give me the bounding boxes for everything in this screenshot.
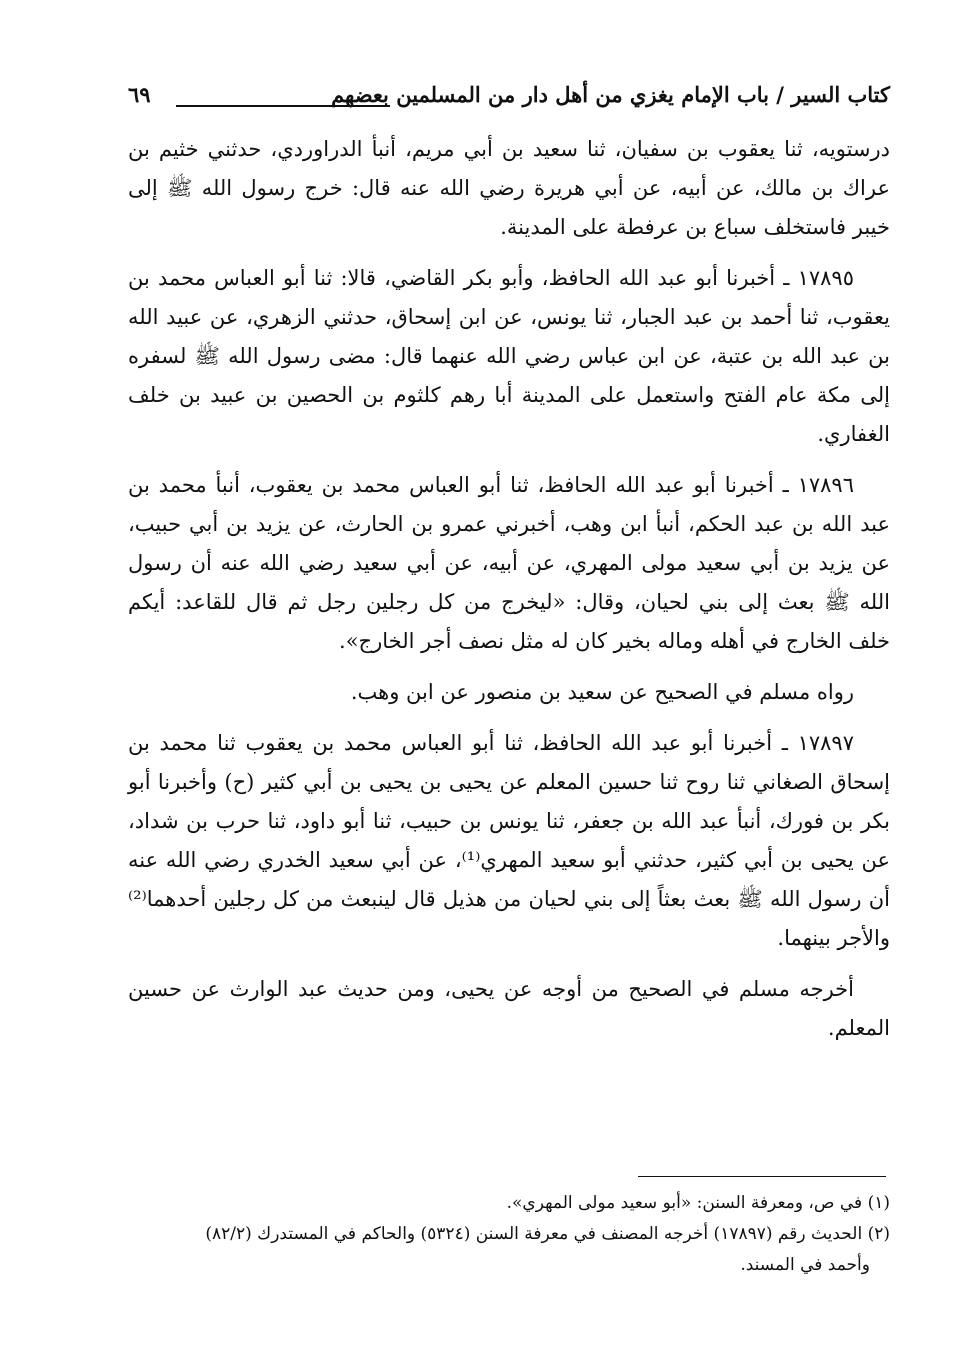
header-rule — [176, 105, 390, 107]
footnote-separator — [638, 1176, 886, 1177]
footnotes — [128, 1188, 890, 1281]
footnote-2: (٢) الحديث رقم (١٧٨٩٧) أخرجه المصنف في معرفة السنن (٥٣٢٤) والحاكم في المستدرك (٨٢/٢) — [205, 1224, 890, 1244]
main-text — [128, 130, 890, 1060]
footnote-2-continuation: وأحمد في المسند. — [740, 1255, 870, 1275]
hadith-17897: ١٧٨٩٧ ـ أخبرنا أبو عبد الله الحافظ، ثنا أبو العباس محمد بن يعقوب ثنا محمد بن إسحاق الصغاني ثنا روح ثنا حسين المعلم عن يحيى بن يحيى بن أبي كثير (ح) وأخبرنا أبو بكر بن فورك، أنبأ عبد الله بن جعفر، ثنا يونس بن حبيب، ثنا أبو داود، ثنا حرب بن شداد، عن يحيى بن أبي كثير، حدثني أبو سعيد المهري⁽¹⁾، عن أبي سعيد الخدري رضي الله عنه أن رسول الله ﷺ بعث بعثاً إلى بني لحيان من هذيل قال لينبعث من كل رجلين أحدهما⁽²⁾ والأجر بينهما. — [128, 731, 890, 950]
hadith-17896: ١٧٨٩٦ ـ أخبرنا أبو عبد الله الحافظ، ثنا أبو العباس محمد بن يعقوب، أنبأ محمد بن عبد الله بن عبد الحكم، أنبأ ابن وهب، أخبرني عمرو بن الحارث، عن يزيد بن أبي حبيب، عن يزيد بن أبي سعيد مولى المهري، عن أبيه، عن أبي سعيد رضي الله عنه أن رسول الله ﷺ بعث إلى بني لحيان، وقال: «ليخرج من كل رجلين رجل ثم قال للقاعد: أيكم خلف الخارج في أهله وماله بخير كان له مثل نصف أجر الخارج». — [128, 473, 890, 653]
hadith-17895: ١٧٨٩٥ ـ أخبرنا أبو عبد الله الحافظ، وأبو بكر القاضي، قالا: ثنا أبو العباس محمد بن يعقوب، ثنا أحمد بن عبد الجبار، ثنا يونس، عن ابن إسحاق، حدثني الزهري، عن عبيد الله بن عبد الله بن عتبة، عن ابن عباس رضي الله عنهما قال: مضى رسول الله ﷺ لسفره إلى مكة عام الفتح واستعمل على المدينة أبا رهم كلثوم بن الحصين بن عبيد بن خلف الغفاري. — [128, 266, 890, 446]
running-header — [128, 78, 890, 118]
narration-note: رواه مسلم في الصحيح عن سعيد بن منصور عن ابن وهب. — [350, 680, 854, 704]
paragraph-continuation: درستويه، ثنا يعقوب بن سفيان، ثنا سعيد بن أبي مريم، أنبأ الدراوردي، حدثني خثيم بن عراك بن مالك، عن أبيه، عن أبي هريرة رضي الله عنه قال: خرج رسول الله ﷺ إلى خيبر فاستخلف سباع بن عرفطة على المدينة. — [128, 137, 890, 239]
header-title: كتاب السير / باب الإمام يغزي من أهل دار من المسلمين بعضهم — [331, 82, 890, 107]
takhrij-note: أخرجه مسلم في الصحيح من أوجه عن يحيى، ومن حديث عبد الوارث عن حسين المعلم. — [128, 977, 890, 1040]
footnote-1: (١) في ص، ومعرفة السنن: «أبو سعيد مولى المهري». — [506, 1193, 890, 1213]
page-number: ٦٩ — [128, 82, 151, 107]
